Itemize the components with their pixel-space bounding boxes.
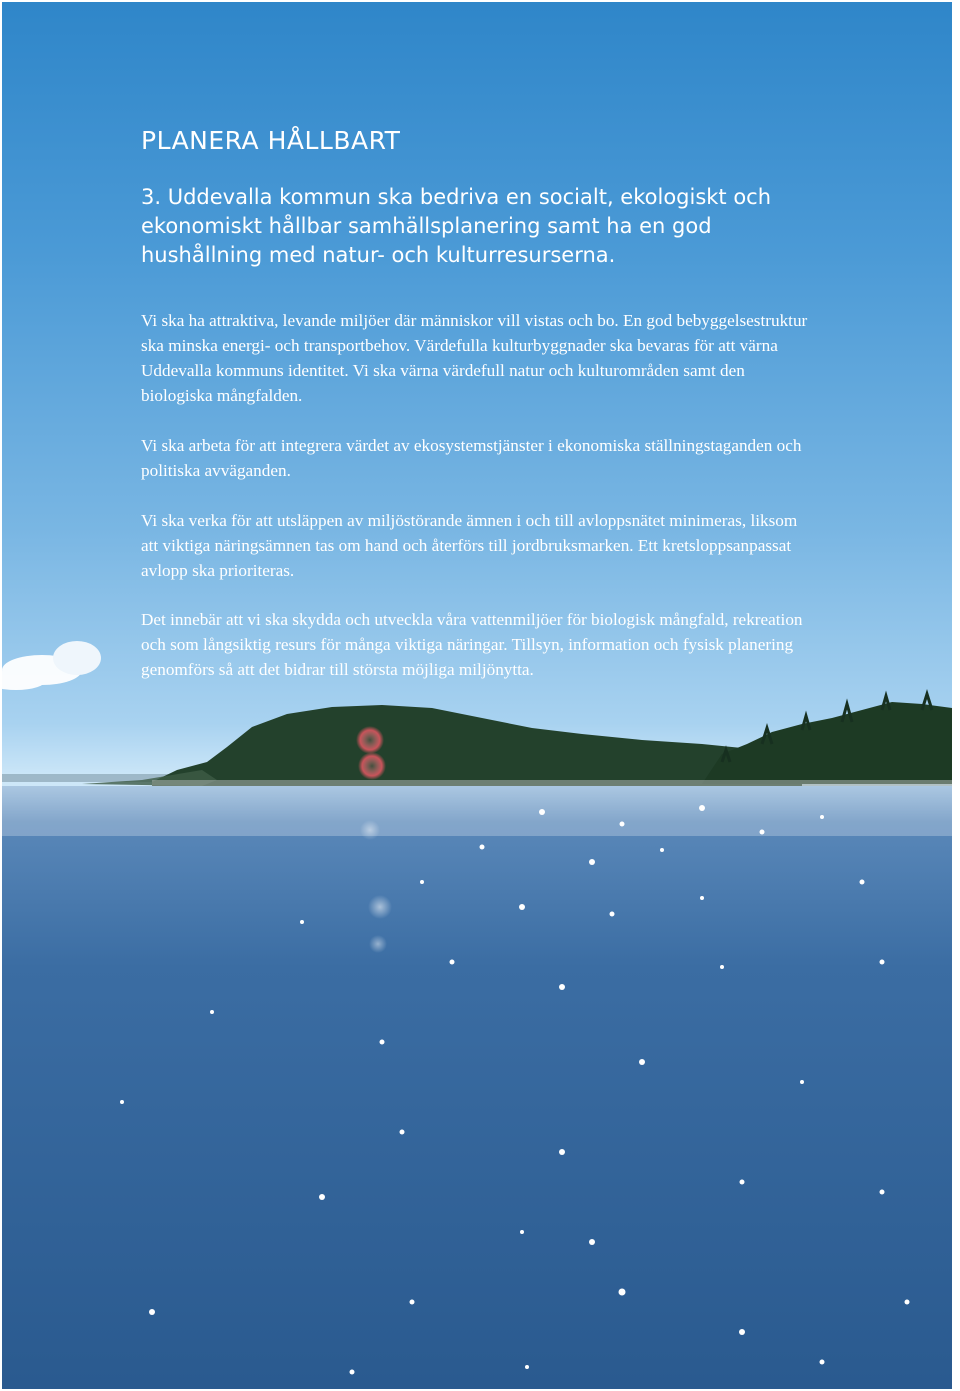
island-silhouette — [152, 705, 802, 786]
cloud-left — [2, 641, 101, 690]
forest-right — [702, 702, 952, 784]
paragraph-ecosystem-services: Vi ska arbeta för att integrera värdet av ekosystemstjänster i ekonomiska ställningstaganden och politiska avväganden. — [141, 436, 802, 480]
paragraph-attractive-environments: Vi ska ha attraktiva, levande miljöer där människor vill vistas och bo. En god bebyggelsestruktur ska minska energi- och transportbehov. Värdefulla kulturbyggnader ska bevaras för att värna Uddevalla kommuns identitet. Vi ska värna värdefull natur och kulturområden samt den biologiska mångfalden. — [141, 311, 808, 405]
paragraph-sewage-emissions: Vi ska verka för att utsläppen av miljöstörande ämnen i och till avloppsnätet minimeras, liksom att viktiga näringsämnen tas om hand och återförs till jordbruksmarken. Ett kretsloppsanpassat avlopp ska prioriteras. — [141, 511, 798, 580]
paragraph-water-environments: Det innebär att vi ska skydda och utveckla våra vattenmiljöer för biologisk mångfald, rekreation och som långsiktig resurs för många viktiga näringar. Tillsyn, information och fysisk planering genomförs så att det bidrar till största möjliga miljönytta. — [141, 610, 803, 679]
page-heading: PLANERA HÅLLBART — [141, 126, 401, 155]
goal-statement: 3. Uddevalla kommun ska bedriva en socialt, ekologiskt och ekonomiskt hållbar samhällsplanering samt ha en god hushållning med natur- och kulturresurserna. — [141, 185, 772, 267]
